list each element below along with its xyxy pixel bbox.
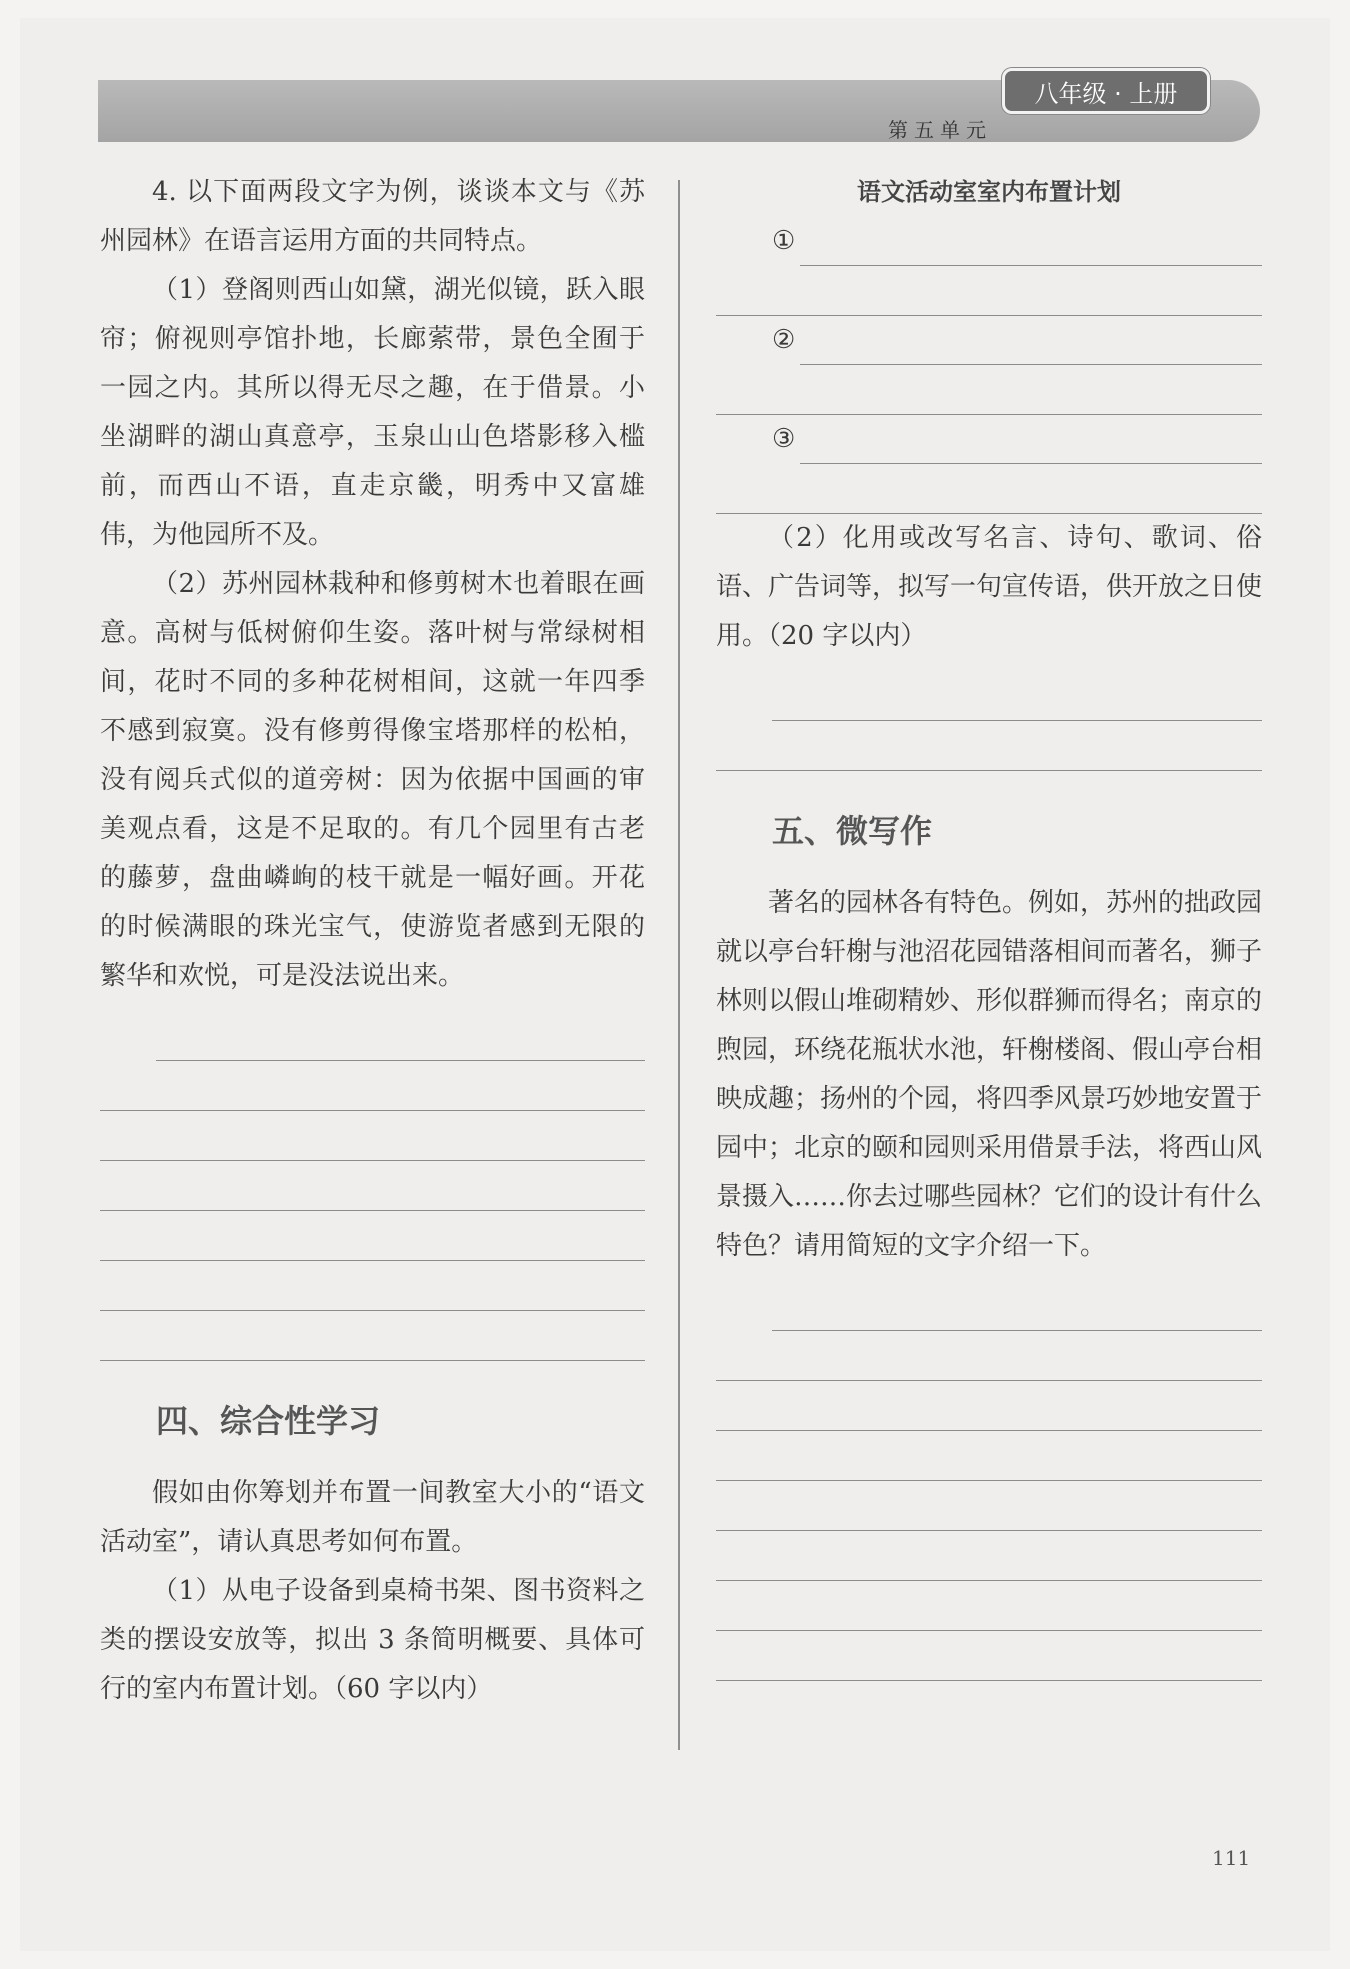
- answer-line[interactable]: [772, 1281, 1262, 1331]
- answer-line[interactable]: [772, 671, 1262, 721]
- answer-line[interactable]: [800, 431, 1262, 464]
- section-4-question-1: （1）从电子设备到桌椅书架、图书资料之类的摆设安放等，拟出 3 条简明概要、具体可行的室内布置计划。（60 字以内）: [100, 1576, 645, 1704]
- answer-line[interactable]: [716, 365, 1262, 415]
- answer-line[interactable]: [716, 266, 1262, 316]
- section-5-title: 五、微写作: [772, 812, 933, 850]
- answer-line[interactable]: [100, 1161, 645, 1211]
- plan-item-number: ②: [772, 325, 796, 355]
- answer-line[interactable]: [100, 1111, 645, 1161]
- right-column: [716, 168, 1262, 1681]
- plan-item-3[interactable]: [716, 415, 1262, 464]
- answer-line[interactable]: [716, 1431, 1262, 1481]
- left-column: [100, 168, 645, 1714]
- plan-item-1[interactable]: [716, 217, 1262, 266]
- answer-line[interactable]: [800, 332, 1262, 365]
- plan-item-number: ①: [772, 226, 796, 256]
- column-divider: [678, 180, 680, 1750]
- unit-label: 第五单元: [888, 118, 992, 142]
- answer-line[interactable]: [716, 1531, 1262, 1581]
- question-4-passage-2: （2）苏州园林栽种和修剪树木也着眼在画意。高树与低树俯仰生姿。落叶树与常绿树相间，花时不同的多种花树相间，这就一年四季不感到寂寞。没有修剪得像宝塔那样的松柏，没有阅兵式似的道旁树：因为依据中国画的审美观点看，这是不足取的。有几个园里有古老的藤萝，盘曲嶙峋的枝干就是一幅好画。开花的时候满眼的珠光宝气，使游览者感到无限的繁华和欢悦，可是没法说出来。: [100, 569, 645, 991]
- answer-line[interactable]: [716, 1381, 1262, 1431]
- answer-line[interactable]: [716, 721, 1262, 771]
- answer-area-q4[interactable]: [100, 1011, 645, 1361]
- answer-area-slogan[interactable]: [716, 671, 1262, 771]
- section-4-question-2: （2）化用或改写名言、诗句、歌词、俗语、广告词等，拟写一句宣传语，供开放之日使用。（20 字以内）: [716, 523, 1263, 651]
- answer-line[interactable]: [800, 233, 1262, 266]
- plan-item-number: ③: [772, 424, 796, 454]
- plan-title: 语文活动室室内布置计划: [857, 178, 1121, 206]
- section-4-intro: 假如由你筹划并布置一间教室大小的“语文活动室”，请认真思考如何布置。: [100, 1478, 645, 1557]
- page-number: 111: [1212, 1846, 1251, 1870]
- answer-line[interactable]: [100, 1061, 645, 1111]
- answer-line[interactable]: [100, 1211, 645, 1261]
- answer-line[interactable]: [716, 1631, 1262, 1681]
- answer-line[interactable]: [716, 1331, 1262, 1381]
- answer-line[interactable]: [100, 1311, 645, 1361]
- plan-item-2[interactable]: [716, 316, 1262, 365]
- section-5-text: 著名的园林各有特色。例如，苏州的拙政园就以亭台轩榭与池沼花园错落相间而著名，狮子林则以假山堆砌精妙、形似群狮而得名；南京的煦园，环绕花瓶状水池，轩榭楼阁、假山亭台相映成趣；扬州的个园，将四季风景巧妙地安置于园中；北京的颐和园则采用借景手法，将西山风景摄入……你去过哪些园林？它们的设计有什么特色？请用简短的文字介绍一下。: [716, 888, 1263, 1261]
- answer-line[interactable]: [716, 1481, 1262, 1531]
- answer-line[interactable]: [156, 1011, 645, 1061]
- answer-area-writing[interactable]: [716, 1281, 1262, 1681]
- question-4-passage-1: （1）登阁则西山如黛，湖光似镜，跃入眼帘；俯视则亭馆扑地，长廊萦带，景色全囿于一园之内。其所以得无尽之趣，在于借景。小坐湖畔的湖山真意亭，玉泉山山色塔影移入槛前，而西山不语，直走京畿，明秀中又富雄伟，为他园所不及。: [100, 275, 645, 550]
- question-4-intro: 4. 以下面两段文字为例，谈谈本文与《苏州园林》在语言运用方面的共同特点。: [100, 177, 645, 256]
- answer-line[interactable]: [716, 464, 1262, 514]
- grade-badge: 八年级 · 上册: [1002, 68, 1210, 114]
- answer-line[interactable]: [716, 1581, 1262, 1631]
- answer-line[interactable]: [100, 1261, 645, 1311]
- section-4-title: 四、综合性学习: [156, 1402, 381, 1440]
